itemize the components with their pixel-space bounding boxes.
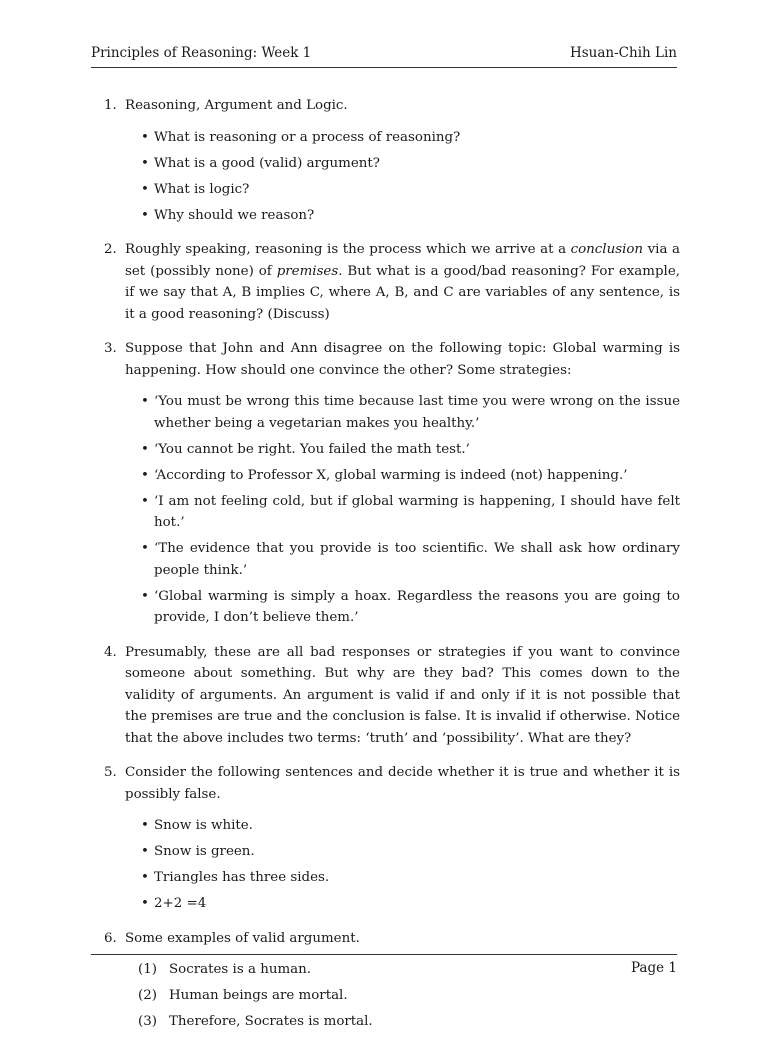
bullet-item: • ‘The evidence that you provide is too scientific. We shall ask how ordinary people think.’: [125, 538, 680, 581]
main-content: [104, 95, 680, 1046]
term-premises: premises: [276, 263, 339, 279]
bullet-icon: •: [141, 181, 149, 197]
bullet-item: • ‘According to Professor X, global warming is indeed (not) happening.’: [125, 465, 680, 487]
example-conclusion-item: (3) Therefore, Socrates is mortal.: [125, 1011, 680, 1033]
example-premise-item: (1) Socrates is a human.: [125, 959, 680, 981]
section-text: Some examples of valid argument.: [125, 930, 360, 946]
example-number: (1): [138, 962, 157, 977]
header-author: Hsuan-Chih Lin: [569, 45, 677, 61]
section-number: 6.: [104, 930, 117, 946]
bullet-item: • Why should we reason?: [125, 205, 680, 227]
bullet-icon: •: [141, 155, 149, 171]
bullet-item: • Snow is green.: [125, 841, 680, 863]
section-5: [104, 762, 680, 915]
bullet-icon: •: [141, 493, 149, 509]
page-header: [91, 44, 677, 62]
section-6: [104, 928, 680, 1033]
section-number: 5.: [104, 765, 117, 780]
section-1: [104, 95, 680, 226]
bullet-icon: •: [141, 129, 149, 145]
example-premise-item: (2) Human beings are mortal.: [125, 985, 680, 1007]
header-course-title: Principles of Reasoning: Week 1: [91, 45, 312, 61]
bullet-list: [125, 391, 680, 629]
example-argument-list: [125, 959, 680, 1033]
section-list: [104, 95, 680, 1033]
section-text: Presumably, these are all bad responses or strategies if you want to convince someone about something. But why are they bad? This comes down to the validity of arguments. An argument is valid if and only if it is not possible that the premises are true and the conclusion is false. It is invalid if otherwise. Notice that the above includes two terms: ‘truth’ and ‘possibility’. What are they?: [125, 644, 680, 746]
section-text: Suppose that John and Ann disagree on the following topic: Global warming is happening. How should one convince the other? Some strategies:: [125, 341, 680, 378]
bullet-item: • What is logic?: [125, 179, 680, 201]
bullet-item: • What is reasoning or a process of reasoning?: [125, 127, 680, 149]
bullet-icon: •: [141, 541, 149, 556]
section-text: Consider the following sentences and decide whether it is true and whether it is possibly false.: [125, 765, 680, 802]
section-text: Roughly speaking, reasoning is the process which we arrive at a conclusion via a set (possibly none) of premises. But what is a good/bad reasoning? For example, if we say that A, B implies C, where A, B, and C are variables of any sentence, is it a good reasoning? (Discuss): [125, 242, 681, 322]
bullet-icon: •: [141, 870, 149, 885]
header-rule: [91, 67, 677, 68]
bullet-item: • ‘You cannot be right. You failed the math test.’: [125, 439, 680, 461]
bullet-icon: •: [141, 588, 149, 604]
section-number: 2.: [104, 242, 117, 257]
bullet-icon: •: [141, 818, 149, 833]
bullet-list: [125, 127, 680, 227]
section-number: 4.: [104, 644, 117, 660]
bullet-item: • What is a good (valid) argument?: [125, 153, 680, 175]
bullet-item: • Snow is white.: [125, 815, 680, 837]
section-2: [104, 239, 680, 325]
bullet-item: • ‘I am not feeling cold, but if global warming is happening, I should have felt hot.’: [125, 491, 680, 534]
section-number: 3.: [104, 341, 117, 356]
section-3: [104, 338, 680, 629]
bullet-icon: •: [141, 844, 149, 859]
footer-rule: [91, 954, 677, 955]
bullet-item: • ‘You must be wrong this time because last time you were wrong on the issue whether being a vegetarian makes you healthy.’: [125, 391, 680, 434]
example-number: (2): [138, 988, 157, 1003]
bullet-icon: •: [141, 441, 149, 457]
example-number: (3): [138, 1014, 157, 1029]
bullet-icon: •: [141, 207, 149, 223]
bullet-item: • 2+2 =4: [125, 893, 680, 915]
section-number: 1.: [104, 98, 117, 113]
bullet-icon: •: [141, 394, 149, 409]
bullet-icon: •: [141, 896, 149, 911]
bullet-list: [125, 815, 680, 915]
bullet-item: • ‘Global warming is simply a hoax. Regardless the reasons you are going to provide, I don’t believe them.’: [125, 586, 680, 629]
section-4: [104, 642, 680, 750]
bullet-icon: •: [141, 467, 149, 483]
term-conclusion: conclusion: [570, 242, 644, 257]
bullet-item: • Triangles has three sides.: [125, 867, 680, 889]
section-text: Reasoning, Argument and Logic.: [125, 98, 348, 113]
page-number: Page 1: [630, 960, 677, 976]
